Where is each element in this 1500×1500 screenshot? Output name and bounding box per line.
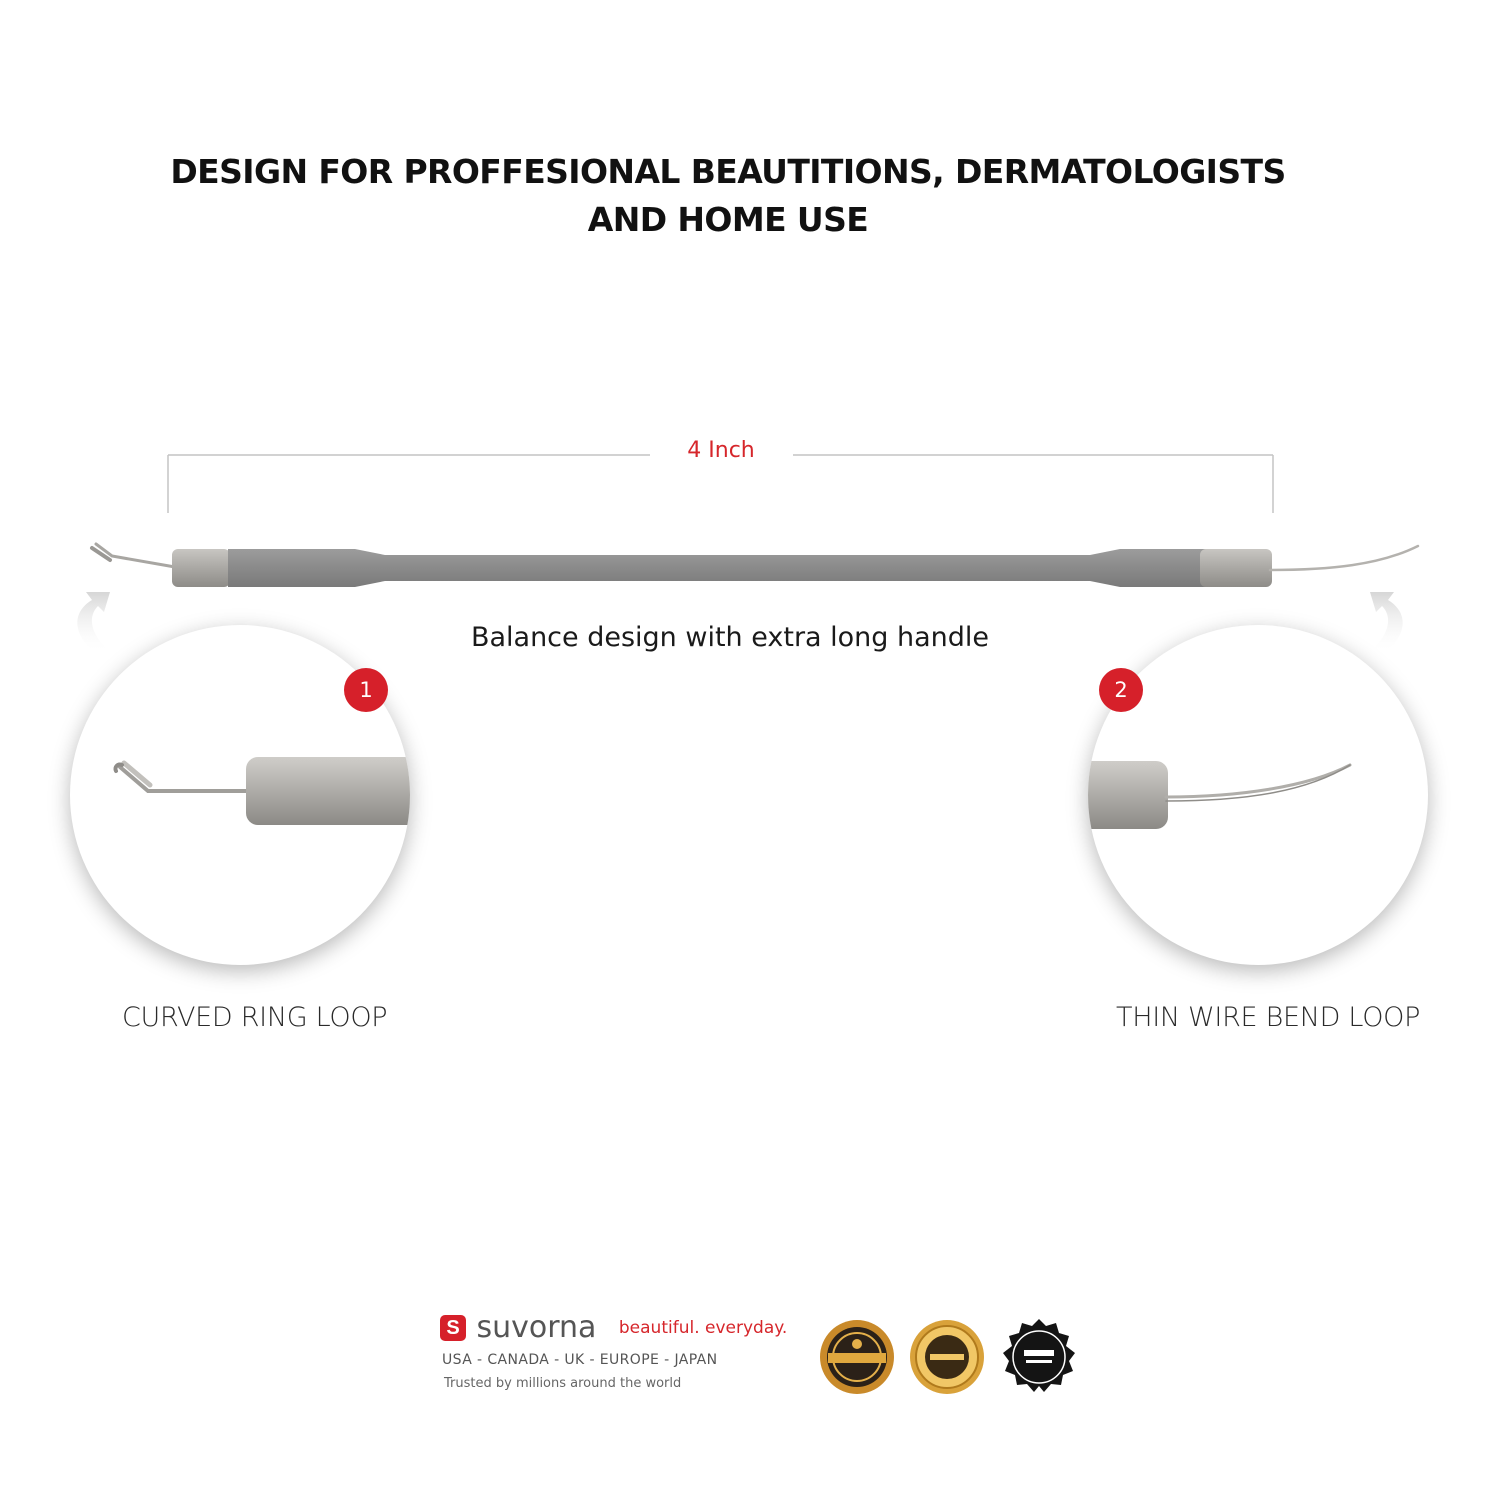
brand-logo-row bbox=[440, 1310, 787, 1350]
brand-logo-icon: S bbox=[440, 1315, 466, 1341]
feature-label-curved-ring-loop: CURVED RING LOOP bbox=[122, 1002, 388, 1033]
measurement-label: 4 Inch bbox=[687, 438, 755, 463]
thin-wire-bend-loop-closeup bbox=[1088, 625, 1428, 965]
tool-body bbox=[92, 544, 1418, 587]
measurement-bracket bbox=[168, 455, 1273, 513]
headline-line-1: DESIGN FOR PROFFESIONAL BEAUTITIONS, DERMATOLOGISTS bbox=[170, 152, 1286, 191]
tool-illustration bbox=[0, 0, 1500, 700]
headline-line-2: AND HOME USE bbox=[587, 200, 869, 239]
money-back-guarantee-seal-icon bbox=[1000, 1318, 1078, 1396]
brand-name: suvorna bbox=[476, 1310, 597, 1345]
handle-description: Balance design with extra long handle bbox=[470, 622, 990, 653]
best-offer-guaranteed-seal-icon bbox=[818, 1318, 896, 1396]
feature-number-badge-2: 2 bbox=[1099, 668, 1143, 712]
feature-number-badge-1: 1 bbox=[344, 668, 388, 712]
zoom-circle-thin-wire-bend-loop bbox=[1088, 625, 1428, 965]
country-list: USA - CANADA - UK - EUROPE - JAPAN bbox=[442, 1352, 718, 1368]
trust-statement: Trusted by millions around the world bbox=[444, 1376, 682, 1391]
brand-tagline: beautiful. everyday. bbox=[618, 1317, 788, 1338]
feature-label-thin-wire-bend-loop: THIN WIRE BEND LOOP bbox=[1116, 1002, 1421, 1033]
best-choice-seal-icon bbox=[908, 1318, 986, 1396]
